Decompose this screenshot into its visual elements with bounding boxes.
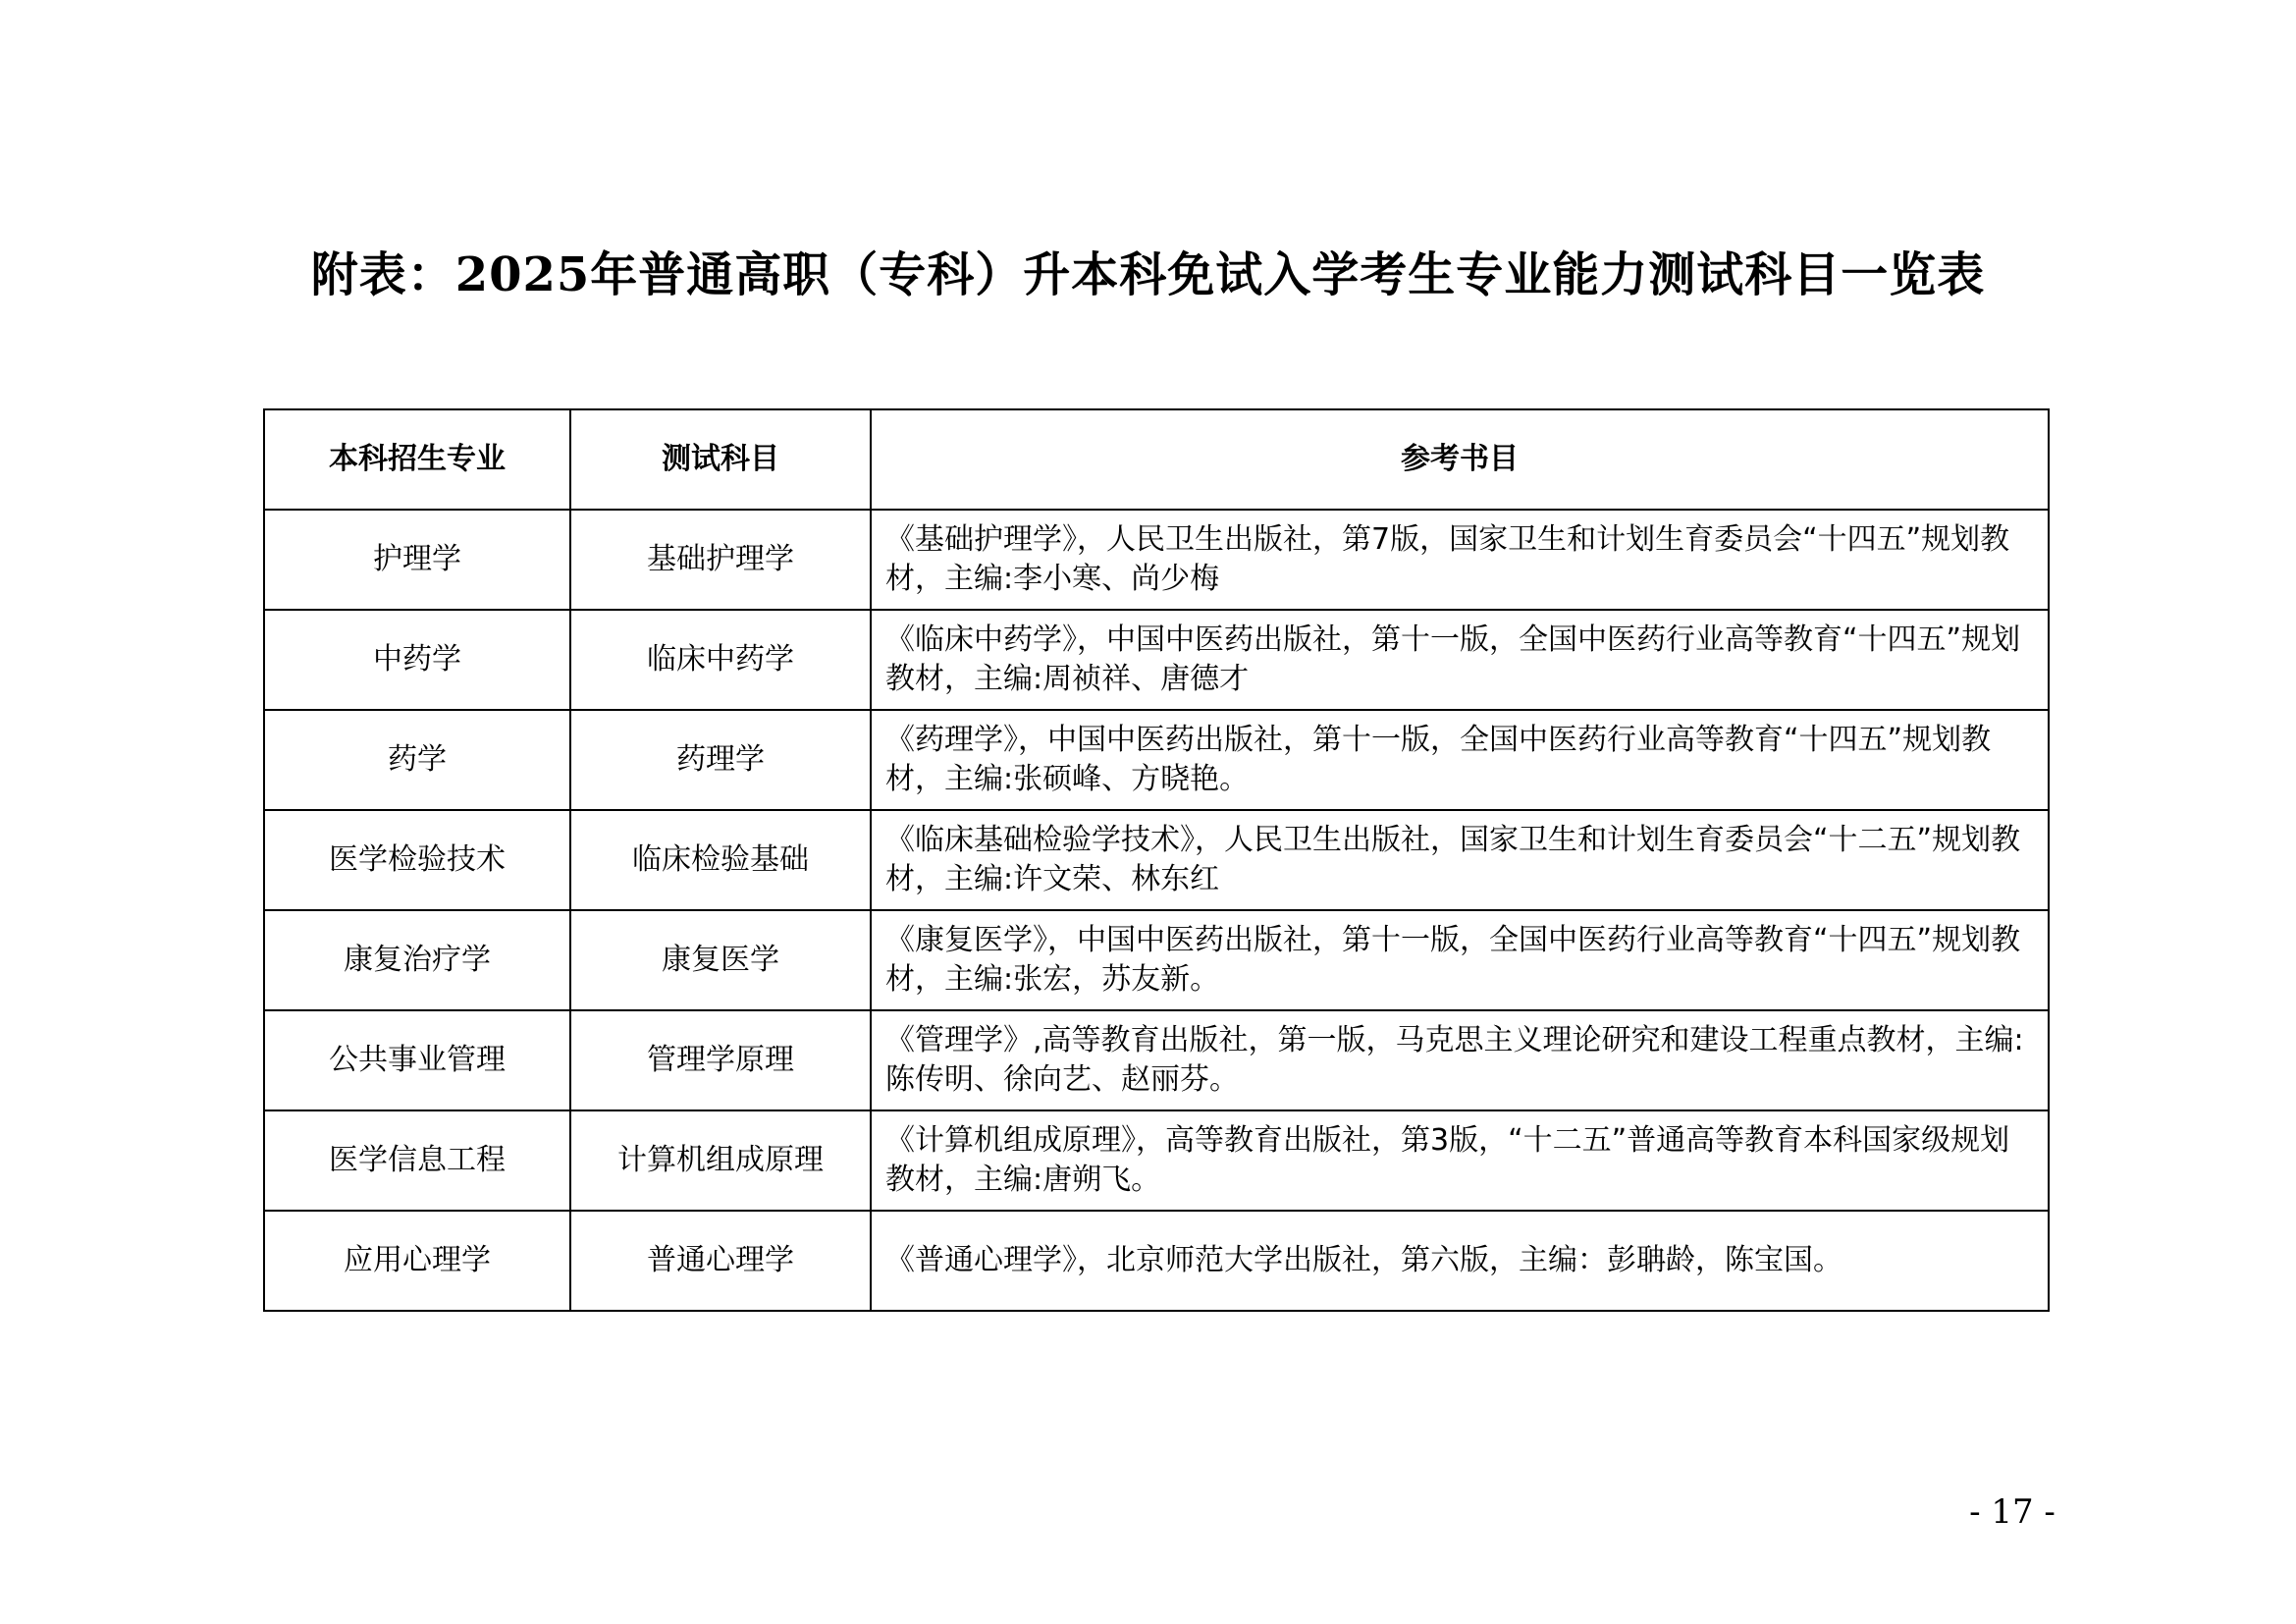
table-row bbox=[264, 1211, 2049, 1311]
table-row bbox=[264, 810, 2049, 910]
major-cell: 药学 bbox=[264, 710, 570, 810]
major-cell: 康复治疗学 bbox=[264, 910, 570, 1010]
reference-cell: 《临床基础检验学技术》，人民卫生出版社，国家卫生和计划生育委员会“十二五”规划教材，主编:许文荣、林东红 bbox=[871, 810, 2049, 910]
subject-cell: 管理学原理 bbox=[570, 1010, 871, 1110]
header-subject: 测试科目 bbox=[570, 409, 871, 510]
subject-cell: 普通心理学 bbox=[570, 1211, 871, 1311]
subject-cell: 药理学 bbox=[570, 710, 871, 810]
reference-cell: 《药理学》，中国中医药出版社，第十一版，全国中医药行业高等教育“十四五”规划教材，主编:张硕峰、方晓艳。 bbox=[871, 710, 2049, 810]
reference-cell: 《管理学》,高等教育出版社，第一版，马克思主义理论研究和建设工程重点教材，主编:陈传明、徐向艺、赵丽芬。 bbox=[871, 1010, 2049, 1110]
major-cell: 应用心理学 bbox=[264, 1211, 570, 1311]
reference-cell: 《计算机组成原理》，高等教育出版社，第3版，“十二五”普通高等教育本科国家级规划教材，主编:唐朔飞。 bbox=[871, 1110, 2049, 1211]
subject-cell: 临床检验基础 bbox=[570, 810, 871, 910]
major-cell: 护理学 bbox=[264, 510, 570, 610]
major-cell: 中药学 bbox=[264, 610, 570, 710]
major-cell: 医学信息工程 bbox=[264, 1110, 570, 1211]
reference-cell: 《基础护理学》，人民卫生出版社，第7版，国家卫生和计划生育委员会“十四五”规划教材，主编:李小寒、尚少梅 bbox=[871, 510, 2049, 610]
table-row bbox=[264, 510, 2049, 610]
table-row bbox=[264, 610, 2049, 710]
subject-cell: 基础护理学 bbox=[570, 510, 871, 610]
table-row bbox=[264, 1110, 2049, 1211]
major-cell: 公共事业管理 bbox=[264, 1010, 570, 1110]
subject-cell: 康复医学 bbox=[570, 910, 871, 1010]
table-row bbox=[264, 1010, 2049, 1110]
subjects-table bbox=[263, 408, 2050, 1312]
header-reference: 参考书目 bbox=[871, 409, 2049, 510]
page-title: 附表：2025年普通高职（专科）升本科免试入学考生专业能力测试科目一览表 bbox=[310, 247, 1986, 302]
header-major: 本科招生专业 bbox=[264, 409, 570, 510]
subject-cell: 临床中药学 bbox=[570, 610, 871, 710]
major-cell: 医学检验技术 bbox=[264, 810, 570, 910]
subject-cell: 计算机组成原理 bbox=[570, 1110, 871, 1211]
table-row bbox=[264, 710, 2049, 810]
table-row bbox=[264, 910, 2049, 1010]
reference-cell: 《临床中药学》，中国中医药出版社，第十一版，全国中医药行业高等教育“十四五”规划教材，主编:周祯祥、唐德才 bbox=[871, 610, 2049, 710]
reference-cell: 《普通心理学》，北京师范大学出版社，第六版，主编：彭聃龄，陈宝国。 bbox=[871, 1211, 2049, 1311]
reference-cell: 《康复医学》，中国中医药出版社，第十一版，全国中医药行业高等教育“十四五”规划教材，主编:张宏，苏友新。 bbox=[871, 910, 2049, 1010]
page-number: - 17 - bbox=[1969, 1492, 2056, 1532]
table-header-row bbox=[264, 409, 2049, 510]
